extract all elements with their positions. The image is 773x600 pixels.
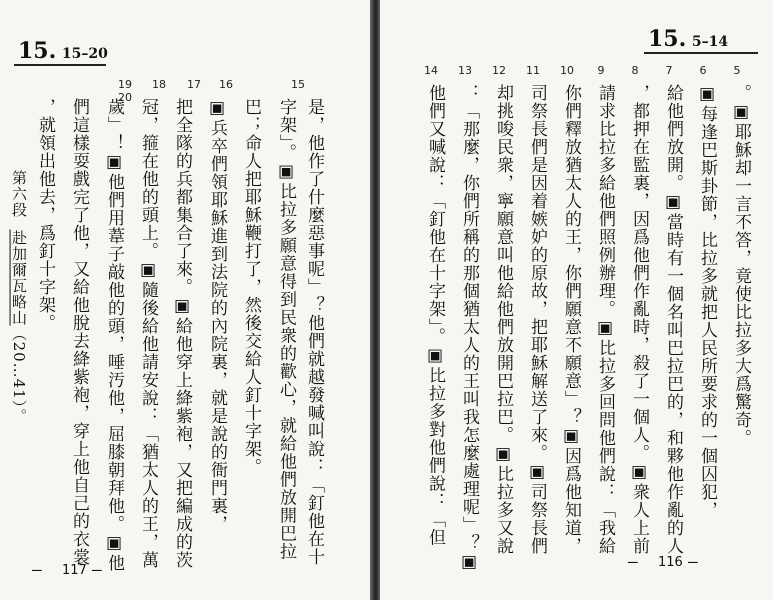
section-heading — [8, 170, 29, 424]
right-page — [380, 0, 773, 600]
right-page-header — [648, 26, 728, 52]
text-column: 歲」！▣他們用葦子敲他的頭，唾汚他，屈膝朝拜他。▣他 — [104, 98, 124, 572]
page-number-leader: — — [628, 552, 638, 571]
text-column: 給他們放開。▣當時有一個名叫巴拉巴的，和夥他作亂的人 — [663, 84, 683, 555]
text-column: 們這樣耍戲完了他，又給他脫去絳紫袍，穿上他自己的衣裳 — [69, 98, 89, 566]
verse-number: 8 — [631, 64, 639, 77]
text-column: ▣兵卒們領耶穌進到法院的內院裏，就是說的衙門裏， — [207, 98, 227, 533]
verse-number: 10 — [560, 64, 574, 77]
verse-number: 9 — [597, 64, 605, 77]
verse-number: 7 — [665, 64, 673, 77]
text-column: 司祭長們是因着嫉妒的原故，把耶穌解送了來。▣司祭長們 — [527, 84, 547, 555]
left-page-header — [18, 38, 108, 64]
text-column: ，都押在監裏，因爲他們作亂時，殺了一個人。▣衆人上前 — [629, 84, 649, 555]
text-column: 字架」。▣比拉多願意得到民衆的歡心，就給他們放開巴拉 — [276, 98, 296, 561]
text-column: 却挑唆民衆，寧願意叫他給他們放開巴拉巴。▣比拉多又說 — [493, 84, 513, 555]
left-page — [0, 0, 372, 600]
text-column: 。▣耶穌却一言不答，竟使比拉多大爲驚奇。 — [731, 84, 751, 447]
verse-number: 19 20 — [118, 78, 132, 104]
section-label: 第六段 — [10, 170, 28, 218]
page-number-leader: — — [92, 560, 102, 579]
verse-range: 15–20 — [61, 46, 108, 62]
verse-range: 5–14 — [691, 34, 729, 50]
page-number: 116 — [658, 555, 683, 570]
verse-number: 15 — [291, 78, 305, 91]
text-column: 巴；命人把耶穌鞭打了，然後交給人釘十字架。 — [241, 98, 261, 476]
page-number: 117 — [62, 563, 87, 578]
verse-number: 16 — [219, 78, 233, 91]
chapter-number: 15. — [648, 26, 687, 52]
verse-number: 6 — [699, 64, 707, 77]
verse-number: 18 — [152, 78, 166, 91]
verse-number: 17 — [187, 78, 201, 91]
header-rule — [14, 64, 106, 66]
section-title: 赴加爾瓦略山 — [10, 229, 28, 326]
verse-number: 14 — [424, 64, 438, 77]
text-column: ▣每逢巴斯卦節，比拉多就把人民所要求的一個囚犯， — [697, 84, 717, 519]
text-column: 是，他作了什麼惡事呢」？他們就越發喊叫說：「釘他在十 — [304, 98, 324, 566]
text-column: 冠，箍在他的頭上。▣隨後給他請安說：「猶太人的王，萬 — [138, 98, 158, 569]
text-column: 請求比拉多給他們照例辦理。▣比拉多回問他們說：「我給 — [595, 84, 615, 555]
text-column: 把全隊的兵都集合了來。▣給他穿上絳紫袍，又把編成的茨 — [172, 98, 192, 569]
verse-number: 13 — [458, 64, 472, 77]
verse-number: 12 — [492, 64, 506, 77]
page-number-leader: — — [32, 560, 42, 579]
chapter-number: 15. — [18, 38, 57, 64]
section-ref: （20…41）。 — [10, 325, 28, 425]
header-rule — [644, 52, 758, 54]
text-column: 他們又喊說：「釘他在十字架」。▣比拉多對他們說：「但 — [425, 84, 445, 547]
verse-number: 5 — [733, 64, 741, 77]
text-column: ，就領出他去，爲釘十字架。 — [35, 98, 55, 332]
page-number-leader: — — [688, 552, 698, 571]
text-column: 你們釋放猶太人的王，你們願意不願意」？▣因爲他知道， — [561, 84, 581, 555]
verse-number: 11 — [526, 64, 540, 77]
text-column: ：「那麼，你們所稱的那個猶太人的王叫我怎麼處理呢」？▣ — [459, 84, 479, 573]
